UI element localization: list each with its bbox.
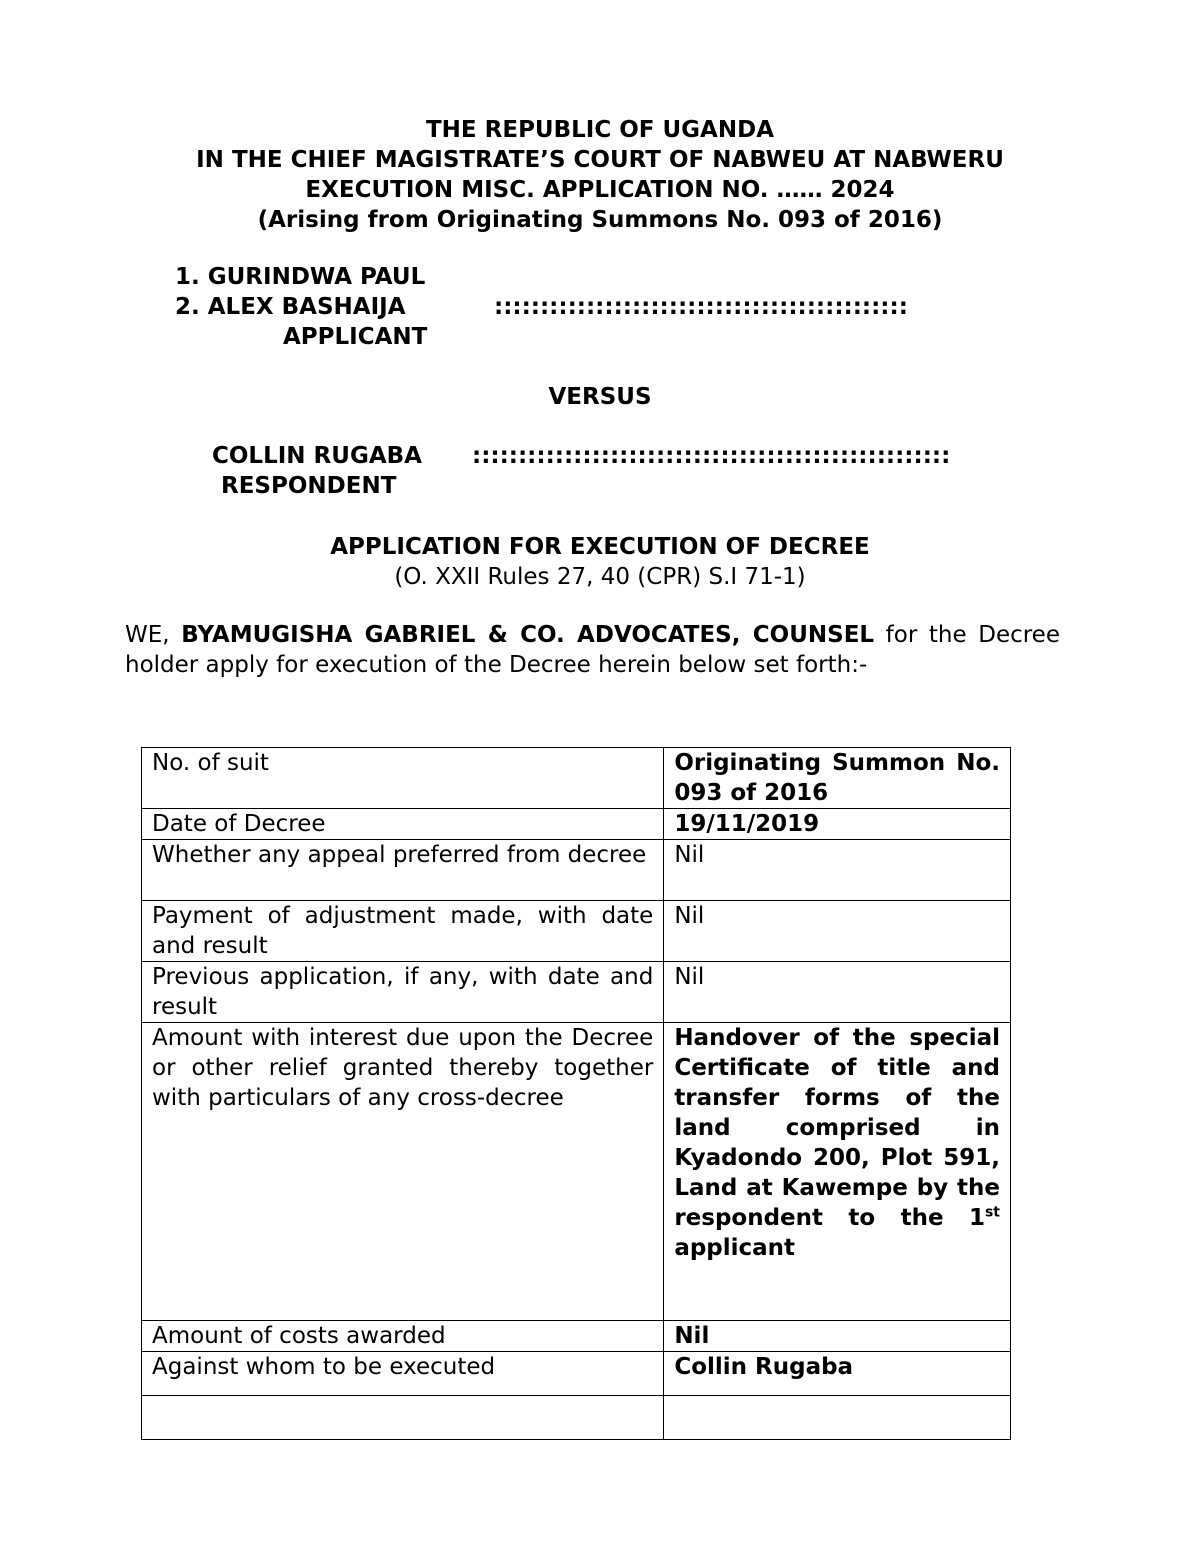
- row-value: [664, 1396, 1011, 1440]
- intro-counsel: BYAMUGISHA GABRIEL & CO. ADVOCATES, COUNSEL: [181, 622, 875, 648]
- table-row: [142, 809, 1011, 840]
- court-heading: [0, 115, 1200, 235]
- republic-title: THE REPUBLIC OF UGANDA: [425, 117, 774, 143]
- table-row: [142, 840, 1011, 901]
- application-title: APPLICATION FOR EXECUTION OF DECREE: [330, 534, 870, 560]
- row-label: [142, 1396, 664, 1440]
- row-value: 19/11/2019: [664, 809, 1011, 840]
- table-row: [142, 1352, 1011, 1396]
- respondent-name: COLLIN RUGABA: [212, 443, 422, 469]
- table-row: [142, 1023, 1011, 1321]
- applicant-separator-dots: :::::::::::::::::::::::::::::::::::::::::::::: [494, 294, 908, 320]
- relief-text: Handover of the special Certificate of title and transfer forms of the land comprised in Kyadondo 200, Plot 591, Land at Kawempe by the respondent to the 1: [674, 1025, 1000, 1231]
- decree-details-table: [141, 747, 1011, 1440]
- row-label: Date of Decree: [142, 809, 664, 840]
- application-title-block: [0, 532, 1200, 592]
- court-name: IN THE CHIEF MAGISTRATE’S COURT OF NABWEU AT NABWERU: [196, 147, 1004, 173]
- applicant-1: 1. GURINDWA PAUL: [175, 264, 426, 290]
- application-number: EXECUTION MISC. APPLICATION NO. …… 2024: [305, 177, 895, 203]
- applicant-role: APPLICANT: [283, 324, 428, 350]
- row-label: Amount of costs awarded: [142, 1321, 664, 1352]
- row-value: Nil: [664, 901, 1011, 962]
- row-label: Payment of adjustment made, with date and result: [142, 901, 664, 962]
- intro-paragraph: [125, 620, 1060, 680]
- row-label: Amount with interest due upon the Decree or other relief granted thereby together with particulars of any cross-decree: [142, 1023, 664, 1321]
- intro-rest: for the Decree holder apply for execution of the Decree herein below set forth:-: [125, 622, 1060, 678]
- table-row: [142, 748, 1011, 809]
- table-row: [142, 962, 1011, 1023]
- ordinal-suffix: st: [984, 1204, 1000, 1221]
- row-value: Nil: [664, 1321, 1011, 1352]
- table-row: [142, 1321, 1011, 1352]
- versus-label: VERSUS: [548, 384, 652, 410]
- row-label: Whether any appeal preferred from decree: [142, 840, 664, 901]
- row-label: Previous application, if any, with date and result: [142, 962, 664, 1023]
- relief-text-end: applicant: [674, 1235, 796, 1261]
- row-value: Originating Summon No. 093 of 2016: [664, 748, 1011, 809]
- table-row: [142, 1396, 1011, 1440]
- respondent-role: RESPONDENT: [221, 473, 397, 499]
- respondent-separator-dots: ::::::::::::::::::::::::::::::::::::::::::::::::::::: [472, 443, 951, 469]
- arising-from: (Arising from Originating Summons No. 093 of 2016): [257, 207, 943, 233]
- row-label: Against whom to be executed: [142, 1352, 664, 1396]
- intro-we: WE,: [125, 622, 170, 648]
- application-subtitle: (O. XXII Rules 27, 40 (CPR) S.I 71-1): [394, 564, 806, 590]
- row-value: Nil: [664, 962, 1011, 1023]
- row-label: No. of suit: [142, 748, 664, 809]
- row-value: Collin Rugaba: [664, 1352, 1011, 1396]
- row-value: Nil: [664, 840, 1011, 901]
- table-row: [142, 901, 1011, 962]
- applicant-2: 2. ALEX BASHAIJA: [175, 294, 406, 320]
- row-value: [664, 1023, 1011, 1321]
